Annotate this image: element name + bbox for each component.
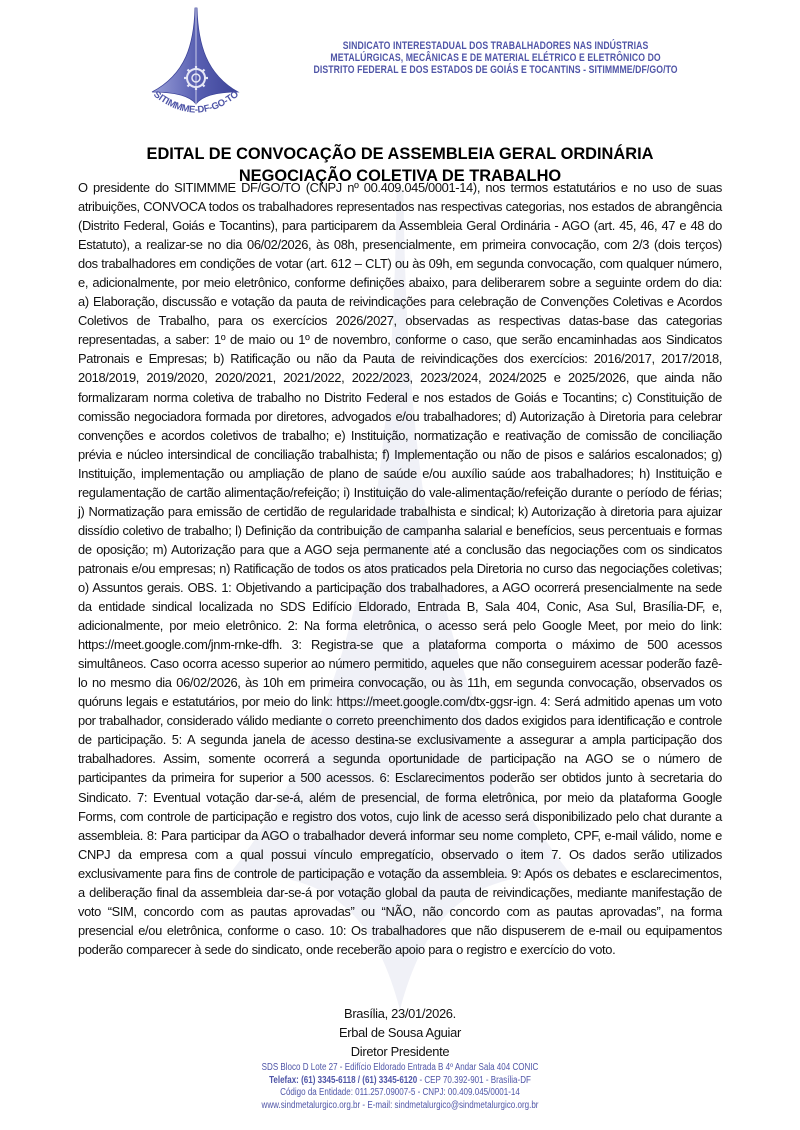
letterhead: [0, 0, 800, 135]
title-line-2: NEGOCIAÇÃO COLETIVA DE TRABALHO: [238, 167, 562, 185]
signer-name: Erbal de Sousa Aguiar: [339, 1025, 461, 1041]
title-line-1: EDITAL DE CONVOCAÇÃO DE ASSEMBLEIA GERAL ORDINÁRIA: [146, 145, 654, 163]
footer-phones: Telefax: (61) 3345-6118 / (61) 3345-6120: [269, 1074, 418, 1086]
org-name-line: DISTRITO FEDERAL E DOS ESTADOS DE GOIÁS E TOCANTINS - SITIMMME/DF/GO/TO: [313, 64, 678, 77]
organization-name: [266, 40, 725, 77]
footer-web-email: www.sindmetalurgico.org.br - E-mail: sindmetalurgico@sindmetalurgico.org.br: [261, 1099, 539, 1111]
footer-codes: Código da Entidade: 011.257.09007-5 - CNPJ: 00.409.045/0001-14: [280, 1087, 520, 1099]
signer-role: Diretor Presidente: [350, 1044, 450, 1060]
org-name-line: SINDICATO INTERESTADUAL DOS TRABALHADORES NAS INDÚSTRIAS: [342, 40, 649, 52]
org-name-line: METALÚRGICAS, MECÂNICAS E DE MATERIAL ELÉTRICO E ELETRÔNICO DO: [330, 52, 661, 65]
signature-block: [0, 1004, 800, 1061]
footer-address: SDS Bloco D Lote 27 - Edifício Eldorado Entrada B 4º Andar Sala 404 CONIC: [261, 1062, 539, 1073]
logo-text: SITIMMME-DF-GO-TO: [151, 88, 241, 116]
letterhead-footer: [0, 1062, 800, 1112]
footer-contact: [72, 1075, 728, 1088]
place-date: Brasília, 23/01/2026.: [344, 1006, 456, 1021]
footer-cep: - CEP 70.392-901 - Brasília-DF: [417, 1074, 531, 1086]
body-paragraph: O presidente do SITIMMME DF/GO/TO (CNPJ nº 00.409.045/0001-14), nos termos estatutários e no uso de suas atribuições, CONVOCA todos os trabalhadores representados nas respectivas categorias, nos estados de abrangência (Distrito Federal, Goiás e Tocantins), para participarem da Assembleia Geral Ordinária - AGO (art. 45, 46, 47 e 48 do Estatuto), a realizar-se no dia 06/02/2026, às 08h, presencialmente, em primeira convocação, com 2/3 (dois terços) dos trabalhadores em condições de votar (art. 612 – CLT) ou às 09h, em segunda convocação, com qualquer número, e, adicionalmente, por meio eletrônico, conforme definições abaixo, para deliberarem sobre a seguinte ordem do dia: a) Elaboração, discussão e votação da pauta de reivindicações para celebração de Convenções Coletivas e Acordos Coletivos de Trabalho, para os exercícios 2026/2027, observadas as respectivas datas-base das categorias representadas, a saber: 1º de maio ou 1º de novembro, conforme o caso, que serão encaminhadas aos Sindicatos Patronais e Empresas; b) Ratificação ou não da Pauta de reivindicações dos exercícios: 2016/2017, 2017/2018, 2018/2019, 2019/2020, 2020/2021, 2021/2022, 2022/2023, 2023/2024, 2024/2025 e 2025/2026, que ainda não formalizaram norma coletiva de trabalho no Distrito Federal e nos estados de Goiás e Tocantins; c) Constituição de comissão negociadora formada por diretores, advogados e/ou trabalhadores; d) Autorização à Diretoria para celebrar convenções e acordos coletivos de trabalho; e) Instituição, normatização e reativação de comissão de conciliação prévia e núcleo intersindical de conciliação trabalhista; f) Implementação ou não de pisos e salários escalonados; g) Instituição, implementação ou ampliação de plano de saúde e/ou auxílio saúde aos trabalhadores; h) Instituição e regulamentação de cartão alimentação/refeição; i) Instituição do vale-alimentação/refeição durante o período de férias; j) Normatização para emissão de certidão de regularidade trabalhista e sindical; k) Autorização à diretoria para ajuizar dissídio coletivo de trabalho; l) Definição da contribuição de campanha salarial e benefícios, seus percentuais e formas de oposição; m) Autorização para que a AGO seja permanente até a conclusão das negociações com os sindicatos patronais e/ou empresas; n) Ratificação de todos os atos praticados pela Diretoria no curso das negociações coletivas; o) Assuntos gerais. OBS. 1: Objetivando a participação dos trabalhadores, a AGO ocorrerá presencialmente na sede da entidade sindical localizada no SDS Edifício Eldorado, Entrada B, Sala 404, Conic, Asa Sul, Brasília-DF, e, adicionalmente, por meio eletrônico. 2: Na forma eletrônica, o acesso será pelo Google Meet, por meio do link: https://meet.google.com/jnm-rnke-dfh. 3: Registra-se que a plataforma comporta o máximo de 500 acessos simultâneos. Caso ocorra acesso superior ao número permitido, aqueles que não conseguirem acessar poderão fazê-lo no mesmo dia 06/02/2026, às 10h em primeira convocação, ou às 11h, em segunda convocação, observados os quóruns legais e estatutários, por meio do link: https://meet.google.com/dtx-ggsr-ign. 4: Será admitido apenas um voto por trabalhador, considerado válido mediante o correto preenchimento dos dados exigidos para identificação e controle de participação. 5: A segunda janela de acesso destina-se exclusivamente a assegurar a ampla participação dos trabalhadores. Assim, somente ocorrerá a segunda oportunidade de participação na AGO se o número de participantes da primeira for superior a 500 acessos. 6: Esclarecimentos poderão ser obtidos junto à secretaria do Sindicato. 7: Eventual votação dar-se-á, além de presencial, de forma eletrônica, por meio da plataforma Google Forms, com controle de participação e registro dos votos, cujo link de acesso será disponibilizado pelo chat durante a assembleia. 8: Para participar da AGO o trabalhador deverá informar seu nome completo, CPF, e-mail válido, nome e CNPJ da empresa com a qual possui vínculo empregatício, observado o item 7. Os dados serão utilizados exclusivamente para fins de controle de participação e votação da assembleia. 9: Após os debates e esclarecimentos, a deliberação final da assembleia dar-se-á por votação global da pauta de reivindicações, mediante manifestação de voto “SIM, concordo com as pautas aprovadas” ou “NÃO, não concordo com as pautas aprovadas”, na forma presencial e/ou eletrônica, conforme o caso. 10: Os trabalhadores que não dispuserem de e-mail ou equipamentos poderão comparecer à sede do sindicato, onde receberão apoio para o registro e exercício do voto.: [78, 180, 722, 957]
union-logo-icon: [146, 4, 246, 124]
document-body: [78, 178, 722, 959]
